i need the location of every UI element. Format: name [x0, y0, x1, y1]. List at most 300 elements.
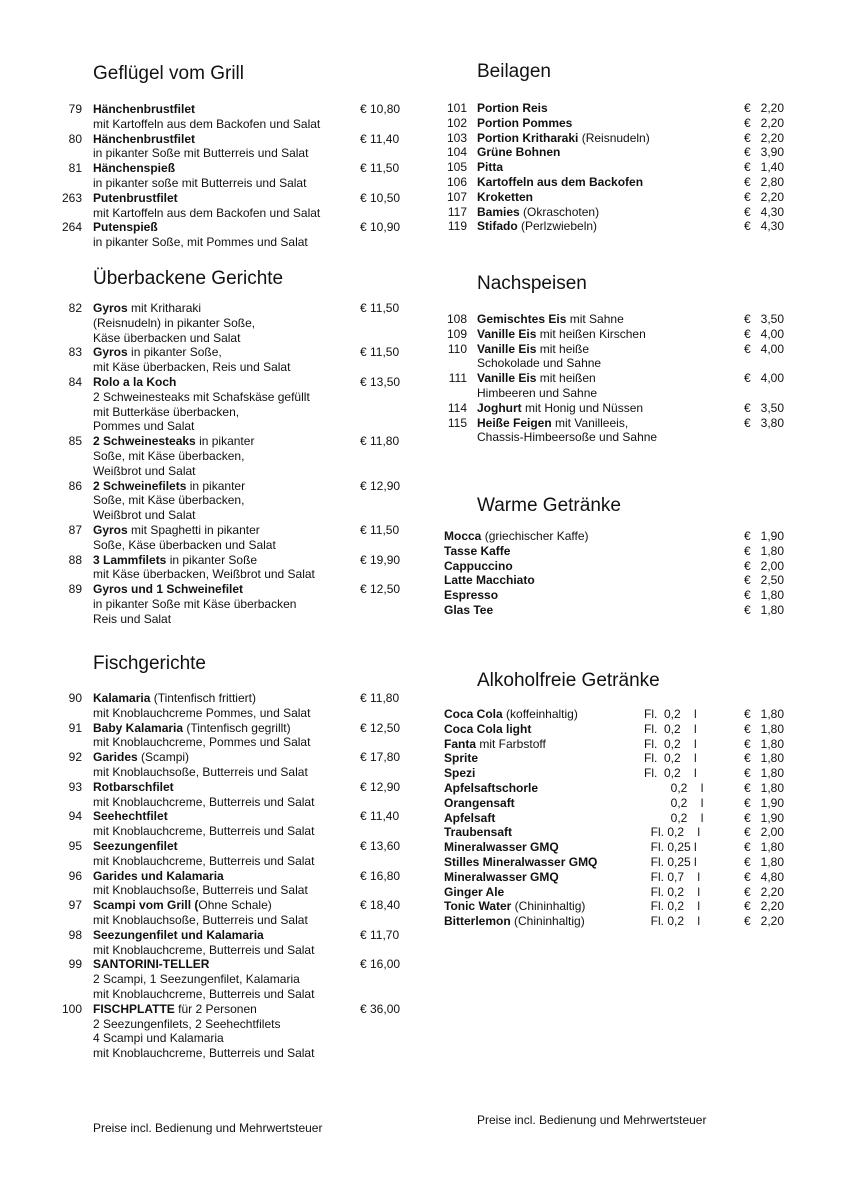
- drink-price: € 4,80: [744, 869, 785, 884]
- item-price: € 4,30: [744, 204, 785, 219]
- item-description: 4 Scampi und Kalamaria: [93, 1031, 224, 1046]
- item-price: € 17,80: [360, 750, 401, 765]
- item-note: (Scampi): [137, 750, 190, 765]
- warm-item: [444, 603, 796, 618]
- item-description: 2 Schweinesteaks mit Schafskäse gefüllt: [93, 389, 310, 404]
- fisch-item: [52, 809, 412, 839]
- item-price: € 3,50: [744, 312, 785, 326]
- alkoholfrei-item: [444, 885, 796, 900]
- item-number: 84: [68, 375, 82, 389]
- item-name: 2 Schweinefilets: [93, 478, 187, 493]
- item-price: € 2,20: [744, 189, 785, 204]
- nachspeisen-item: [444, 342, 796, 372]
- fisch-item: [52, 691, 412, 721]
- item-description: Käse überbacken und Salat: [93, 330, 241, 345]
- item-number: 79: [68, 102, 82, 116]
- drink-price: € 1,80: [744, 603, 785, 617]
- drink-volume: Fl. 0,2 l: [644, 707, 697, 721]
- item-description: mit Knoblauchcreme, Butterreis und Salat: [93, 824, 315, 839]
- item-note: mit Vanilleeis,: [551, 415, 629, 430]
- item-name: Baby Kalamaria: [93, 720, 184, 735]
- warm-title: Warme Getränke: [477, 495, 621, 516]
- fisch-item: [52, 869, 412, 899]
- drink-price: € 2,20: [744, 884, 785, 899]
- item-price: € 11,40: [360, 809, 400, 824]
- gefluegel-item: [52, 191, 412, 221]
- item-description: mit Knoblauchsoße, Butterreis und Salat: [93, 764, 308, 779]
- drink-volume: Fl. 0,7 l: [644, 869, 701, 884]
- item-description: Chassis-Himbeersoße und Sahne: [477, 430, 658, 445]
- drink-name: Coca Cola: [444, 707, 503, 721]
- item-number: 93: [68, 779, 82, 794]
- item-description: Weißbrot und Salat: [93, 463, 196, 478]
- item-number: 115: [447, 415, 467, 430]
- item-name: Gemischtes Eis: [477, 312, 567, 326]
- item-price: € 11,50: [360, 345, 400, 360]
- drink-volume: Fl. 0,2 l: [644, 825, 701, 840]
- footer-note-right: Preise incl. Bedienung und Mehrwertsteuer: [477, 1113, 707, 1127]
- item-price: € 11,80: [360, 691, 400, 705]
- item-price: € 11,40: [360, 131, 400, 146]
- drink-volume: Fl. 0,2 l: [644, 899, 701, 914]
- item-note: (Perlzwiebeln): [517, 219, 598, 234]
- drink-note: (koffeinhaltig): [502, 707, 578, 721]
- drink-price: € 1,90: [744, 529, 785, 543]
- item-note: mit heißen: [536, 371, 596, 386]
- item-note: (Reisnudeln): [578, 130, 650, 145]
- item-number: 104: [446, 145, 467, 160]
- item-price: € 12,50: [360, 582, 401, 597]
- item-price: € 2,20: [744, 115, 785, 130]
- item-number: 117: [447, 204, 467, 219]
- item-price: € 4,00: [744, 341, 785, 356]
- item-name: Hänchenspieß: [93, 161, 176, 176]
- drink-price: € 2,00: [744, 558, 785, 573]
- beilagen-item: [444, 160, 796, 175]
- alkoholfrei-item: [444, 737, 796, 752]
- item-price: € 11,50: [360, 523, 400, 537]
- item-name: Garides: [93, 750, 138, 765]
- alkoholfrei-item: [444, 855, 796, 870]
- alkoholfrei-item: [444, 811, 796, 826]
- alkoholfrei-item: [444, 840, 796, 855]
- item-number: 263: [61, 190, 82, 205]
- beilagen-item: [444, 190, 796, 205]
- item-name: Kalamaria: [93, 691, 151, 705]
- item-name: Seehechtfilet: [93, 809, 168, 824]
- drink-volume: Fl. 0,2 l: [644, 751, 697, 766]
- item-description: in pikanter soße mit Butterreis und Salat: [93, 175, 307, 190]
- item-name: Vanille Eis: [477, 371, 537, 386]
- drink-name: Fanta: [444, 736, 477, 751]
- item-number: 80: [68, 131, 82, 146]
- item-note: mit Honig und Nüssen: [521, 400, 644, 415]
- item-name: Seezungenfilet: [93, 839, 178, 853]
- item-description: mit Knoblauchcreme, Pommes und Salat: [93, 735, 311, 750]
- gefluegel-item: [52, 102, 412, 132]
- item-name: Putenbrustfilet: [93, 190, 178, 205]
- item-price: € 3,90: [744, 145, 785, 160]
- drink-note: mit Farbstoff: [476, 736, 546, 751]
- item-number: 114: [447, 400, 467, 415]
- nachspeisen-item: [444, 416, 796, 446]
- item-price: € 3,80: [744, 415, 785, 430]
- item-description: Schokolade und Sahne: [477, 356, 602, 371]
- item-name: Kartoffeln aus dem Backofen: [477, 175, 644, 189]
- item-number: 102: [446, 115, 467, 130]
- drink-name: Bitterlemon: [444, 914, 511, 929]
- fisch-item: [52, 721, 412, 751]
- item-description: mit Knoblauchcreme, Butterreis und Salat: [93, 942, 315, 957]
- item-description: mit Kartoffeln aus dem Backofen und Salat: [93, 205, 321, 220]
- item-name: 3 Lammfilets: [93, 552, 167, 567]
- drink-volume: 0,2 l: [644, 795, 704, 810]
- item-note: mit Kritharaki: [127, 301, 202, 315]
- drink-name: Tonic Water: [444, 899, 512, 914]
- item-note: (Tintenfisch gegrillt): [183, 720, 291, 735]
- drink-price: € 1,80: [744, 707, 785, 721]
- item-name: Gyros: [93, 345, 128, 360]
- drink-price: € 1,80: [744, 781, 785, 795]
- item-description: Himbeeren und Sahne: [477, 385, 598, 400]
- item-number: 97: [68, 898, 82, 913]
- alkoholfrei-item: [444, 870, 796, 885]
- drink-name: Cappuccino: [444, 558, 513, 573]
- item-name: Kroketten: [477, 189, 534, 204]
- item-note: Ohne Schale): [198, 898, 272, 913]
- item-description: mit Knoblauchsoße, Butterreis und Salat: [93, 883, 308, 898]
- item-name: Scampi vom Grill (: [93, 898, 199, 913]
- item-number: 103: [446, 130, 467, 145]
- item-name: Portion Kritharaki: [477, 130, 579, 145]
- item-price: € 18,40: [360, 898, 401, 913]
- item-name: Hänchenbrustfilet: [93, 131, 196, 146]
- drink-price: € 1,80: [744, 840, 785, 855]
- alkoholfrei-item: [444, 796, 796, 811]
- alkoholfrei-item: [444, 722, 796, 737]
- item-price: € 2,20: [744, 130, 785, 145]
- drink-price: € 1,80: [744, 736, 785, 751]
- item-description: Soße, Käse überbacken und Salat: [93, 537, 276, 552]
- fisch-item: [52, 898, 412, 928]
- beilagen-item: [444, 101, 796, 116]
- alkoholfrei-title: Alkoholfreie Getränke: [477, 670, 660, 691]
- item-number: 82: [68, 301, 82, 315]
- item-number: 98: [68, 927, 82, 942]
- item-price: € 12,50: [360, 720, 401, 735]
- item-description: mit Knoblauchcreme, Butterreis und Salat: [93, 1046, 315, 1061]
- item-description: mit Knoblauchsoße, Butterreis und Salat: [93, 912, 308, 927]
- item-number: 88: [68, 552, 82, 567]
- item-name: Gyros und 1 Schweinefilet: [93, 582, 244, 597]
- item-number: 86: [68, 478, 82, 493]
- drink-price: € 2,20: [744, 899, 785, 914]
- warm-item: [444, 544, 796, 559]
- item-description: Soße, mit Käse überbacken,: [93, 448, 245, 463]
- nachspeisen-item: [444, 327, 796, 342]
- item-price: € 2,20: [744, 101, 785, 115]
- item-price: € 4,00: [744, 326, 785, 341]
- item-description: in pikanter Soße, mit Pommes und Salat: [93, 235, 308, 250]
- item-name: Portion Pommes: [477, 115, 573, 130]
- alkoholfrei-item: [444, 899, 796, 914]
- item-note: (Okraschoten): [519, 204, 600, 219]
- drink-volume: Fl. 0,2 l: [644, 736, 697, 751]
- item-name: Gyros: [93, 301, 128, 315]
- drink-name: Mineralwasser GMQ: [444, 869, 559, 884]
- item-price: € 19,90: [360, 552, 401, 567]
- item-price: € 4,00: [744, 371, 785, 386]
- nachspeisen-item: [444, 401, 796, 416]
- item-price: € 11,70: [360, 927, 400, 942]
- item-description: mit Käse überbacken, Reis und Salat: [93, 360, 291, 375]
- drink-price: € 2,20: [744, 914, 785, 929]
- drink-name: Orangensaft: [444, 795, 515, 810]
- warm-item: [444, 559, 796, 574]
- item-number: 264: [61, 220, 82, 235]
- ueberbacken-item: [52, 582, 412, 626]
- alkoholfrei-item: [444, 781, 796, 796]
- item-price: € 11,50: [360, 301, 400, 315]
- drink-name: Apfelsaftschorle: [444, 781, 539, 795]
- drink-name: Glas Tee: [444, 603, 494, 617]
- item-note: mit Spaghetti in pikanter: [127, 523, 260, 537]
- alkoholfrei-item: [444, 914, 796, 929]
- item-name: FISCHPLATTE: [93, 1001, 175, 1016]
- item-price: € 36,00: [360, 1001, 401, 1016]
- item-number: 101: [446, 101, 467, 115]
- beilagen-item: [444, 145, 796, 160]
- item-number: 105: [446, 160, 467, 175]
- item-description: 2 Scampi, 1 Seezungenfilet, Kalamaria: [93, 972, 300, 987]
- item-price: € 12,90: [360, 779, 401, 794]
- warm-item: [444, 588, 796, 603]
- fisch-item: [52, 780, 412, 810]
- drink-volume: Fl. 0,2 l: [644, 914, 701, 929]
- item-description: in pikanter Soße mit Butterreis und Salat: [93, 146, 309, 161]
- item-name: Putenspieß: [93, 220, 158, 235]
- alkoholfrei-item: [444, 751, 796, 766]
- item-price: € 4,30: [744, 219, 785, 234]
- item-number: 87: [68, 523, 82, 537]
- item-description: Reis und Salat: [93, 611, 172, 626]
- item-description: mit Knoblauchcreme, Butterreis und Salat: [93, 986, 315, 1001]
- item-name: Garides und Kalamaria: [93, 868, 224, 883]
- item-description: Pommes und Salat: [93, 419, 195, 434]
- drink-name: Spezi: [444, 766, 476, 781]
- item-number: 85: [68, 434, 82, 449]
- nachspeisen-item: [444, 312, 796, 327]
- item-number: 95: [68, 839, 82, 853]
- item-name: Portion Reis: [477, 101, 548, 115]
- nachspeisen-title: Nachspeisen: [477, 273, 587, 294]
- item-price: € 12,90: [360, 478, 401, 493]
- alkoholfrei-item: [444, 707, 796, 722]
- nachspeisen-item: [444, 371, 796, 401]
- drink-volume: 0,2 l: [644, 810, 704, 825]
- drink-name: Ginger Ale: [444, 884, 505, 899]
- gefluegel-title: Geflügel vom Grill: [93, 63, 244, 84]
- drink-name: Mineralwasser GMQ: [444, 840, 559, 855]
- item-description: mit Käse überbacken, Weißbrot und Salat: [93, 567, 315, 582]
- drink-volume: 0,2 l: [644, 781, 704, 795]
- item-description: mit Knoblauchcreme Pommes, und Salat: [93, 705, 311, 720]
- drink-name: Stilles Mineralwasser GMQ: [444, 855, 598, 869]
- fisch-item: [52, 750, 412, 780]
- drink-name: Tasse Kaffe: [444, 543, 511, 558]
- drink-price: € 1,80: [744, 721, 785, 736]
- item-number: 119: [447, 219, 467, 234]
- fisch-item: [52, 839, 412, 869]
- gefluegel-item: [52, 161, 412, 191]
- item-number: 109: [446, 326, 467, 341]
- drink-price: € 1,80: [744, 588, 785, 603]
- alkoholfrei-item: [444, 766, 796, 781]
- item-price: € 10,80: [360, 102, 401, 116]
- item-price: € 13,60: [360, 839, 401, 853]
- item-price: € 10,50: [360, 190, 401, 205]
- warm-item: [444, 573, 796, 588]
- item-number: 94: [68, 809, 82, 824]
- drink-note: (Chininhaltig): [511, 899, 586, 914]
- drink-name: Coca Cola light: [444, 721, 532, 736]
- gefluegel-item: [52, 132, 412, 162]
- beilagen-item: [444, 116, 796, 131]
- item-note: in pikanter Soße: [166, 552, 258, 567]
- item-number: 81: [68, 161, 82, 176]
- item-number: 91: [68, 720, 82, 735]
- fisch-item: [52, 928, 412, 958]
- item-price: € 3,50: [744, 400, 785, 415]
- drink-note: (Chininhaltig): [510, 914, 585, 929]
- item-price: € 1,40: [744, 160, 785, 175]
- item-name: Hänchenbrustfilet: [93, 102, 196, 116]
- drink-volume: Fl. 0,25 l: [644, 840, 697, 855]
- drink-price: € 2,50: [744, 573, 785, 588]
- item-note: für 2 Personen: [174, 1001, 257, 1016]
- item-name: Rotbarschfilet: [93, 779, 174, 794]
- gefluegel-item: [52, 220, 412, 250]
- item-name: Rolo a la Koch: [93, 375, 177, 389]
- beilagen-item: [444, 219, 796, 234]
- drink-name: Traubensaft: [444, 825, 513, 840]
- item-note: in pikanter Soße,: [127, 345, 222, 360]
- item-description: mit Kartoffeln aus dem Backofen und Salat: [93, 116, 321, 131]
- beilagen-item: [444, 131, 796, 146]
- item-price: € 11,50: [360, 161, 400, 176]
- drink-name: Sprite: [444, 751, 479, 766]
- drink-note: (griechischer Kaffe): [481, 529, 589, 543]
- item-number: 96: [68, 868, 82, 883]
- item-note: mit heißen Kirschen: [536, 326, 646, 341]
- item-description: 2 Seezungenfilets, 2 Seehechtfilets: [93, 1016, 281, 1031]
- drink-name: Mocca: [444, 529, 482, 543]
- ueberbacken-item: [52, 523, 412, 553]
- item-name: SANTORINI-TELLER: [93, 957, 210, 972]
- item-name: Joghurt: [477, 400, 522, 415]
- item-description: mit Knoblauchcreme, Butterreis und Salat: [93, 794, 315, 809]
- item-note: mit heiße: [536, 341, 590, 356]
- item-number: 110: [447, 341, 467, 356]
- item-number: 107: [446, 189, 467, 204]
- item-number: 100: [61, 1001, 82, 1016]
- item-description: (Reisnudeln) in pikanter Soße,: [93, 315, 256, 330]
- item-note: in pikanter: [186, 478, 246, 493]
- item-number: 92: [68, 750, 82, 765]
- item-number: 108: [446, 312, 467, 326]
- ueberbacken-item: [52, 375, 412, 434]
- ueberbacken-item: [52, 434, 412, 478]
- item-name: Heiße Feigen: [477, 415, 552, 430]
- item-description: mit Butterkäse überbacken,: [93, 404, 240, 419]
- item-note: in pikanter: [195, 434, 255, 449]
- item-number: 111: [448, 371, 467, 386]
- drink-price: € 1,80: [744, 543, 785, 558]
- ueberbacken-title: Überbackene Gerichte: [93, 268, 284, 289]
- drink-name: Latte Macchiato: [444, 573, 535, 588]
- item-price: € 16,00: [360, 957, 401, 972]
- item-number: 99: [68, 957, 82, 972]
- item-price: € 13,50: [360, 375, 401, 389]
- fisch-title: Fischgerichte: [93, 653, 206, 674]
- drink-price: € 1,80: [744, 855, 785, 869]
- alkoholfrei-item: [444, 825, 796, 840]
- drink-volume: Fl. 0,2 l: [644, 721, 697, 736]
- footer-note-left: Preise incl. Bedienung und Mehrwertsteuer: [93, 1121, 323, 1135]
- ueberbacken-item: [52, 479, 412, 523]
- item-price: € 10,90: [360, 220, 401, 235]
- drink-price: € 2,00: [744, 825, 785, 840]
- fisch-item: [52, 1002, 412, 1061]
- item-name: Pitta: [477, 160, 504, 175]
- item-number: 89: [68, 582, 82, 597]
- item-number: 90: [68, 691, 82, 705]
- item-number: 83: [68, 345, 82, 360]
- beilagen-title: Beilagen: [477, 61, 551, 82]
- item-name: Vanille Eis: [477, 341, 537, 356]
- drink-price: € 1,90: [744, 810, 785, 825]
- item-name: Grüne Bohnen: [477, 145, 561, 160]
- item-note: (Tintenfisch frittiert): [150, 691, 256, 705]
- fisch-item: [52, 957, 412, 1001]
- drink-name: Apfelsaft: [444, 810, 496, 825]
- drink-name: Espresso: [444, 588, 499, 603]
- item-description: Weißbrot und Salat: [93, 508, 196, 523]
- item-description: in pikanter Soße mit Käse überbacken: [93, 596, 297, 611]
- item-name: Gyros: [93, 523, 128, 537]
- item-price: € 16,80: [360, 868, 401, 883]
- drink-volume: Fl. 0,2 l: [644, 884, 701, 899]
- item-description: mit Knoblauchcreme, Butterreis und Salat: [93, 853, 315, 868]
- item-name: Bamies: [477, 204, 520, 219]
- drink-price: € 1,80: [744, 766, 785, 781]
- drink-volume: Fl. 0,25 l: [644, 855, 697, 869]
- beilagen-item: [444, 205, 796, 220]
- item-name: Seezungenfilet und Kalamaria: [93, 927, 264, 942]
- item-price: € 2,80: [744, 175, 785, 189]
- drink-volume: Fl. 0,2 l: [644, 766, 697, 781]
- item-name: Vanille Eis: [477, 326, 537, 341]
- warm-item: [444, 529, 796, 544]
- drink-price: € 1,80: [744, 751, 785, 766]
- ueberbacken-item: [52, 345, 412, 375]
- ueberbacken-item: [52, 553, 412, 583]
- ueberbacken-item: [52, 301, 412, 345]
- item-price: € 11,80: [360, 434, 400, 449]
- item-description: Soße, mit Käse überbacken,: [93, 493, 245, 508]
- item-name: 2 Schweinesteaks: [93, 434, 196, 449]
- item-note: mit Sahne: [566, 312, 624, 326]
